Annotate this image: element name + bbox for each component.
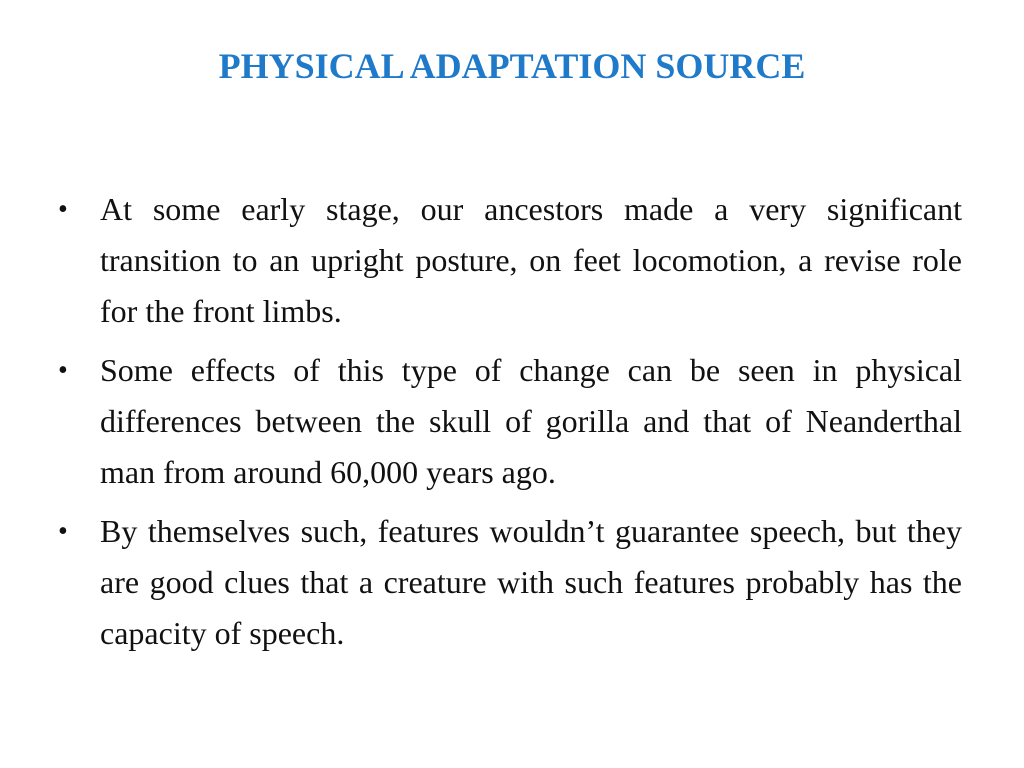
- bullet-item: [58, 345, 962, 498]
- bullet-icon: •: [58, 516, 68, 547]
- slide-title: PHYSICAL ADAPTATION SOURCE: [218, 46, 806, 86]
- bullet-text: At some early stage, our ancestors made a very significant transition to an upright posture, on feet locomotion, a revise role for the front limbs.: [100, 191, 962, 329]
- bullet-icon: •: [58, 355, 68, 386]
- bullet-list: [58, 184, 962, 667]
- bullet-text: By themselves such, features wouldn’t guarantee speech, but they are good clues that a creature with such features probably has the capacity of speech.: [100, 513, 962, 651]
- bullet-icon: •: [58, 194, 68, 225]
- bullet-item: [58, 506, 962, 659]
- bullet-item: [58, 184, 962, 337]
- bullet-text: Some effects of this type of change can be seen in physical differences between the skull of gorilla and that of Neanderthal man from around 60,000 years ago.: [100, 352, 962, 490]
